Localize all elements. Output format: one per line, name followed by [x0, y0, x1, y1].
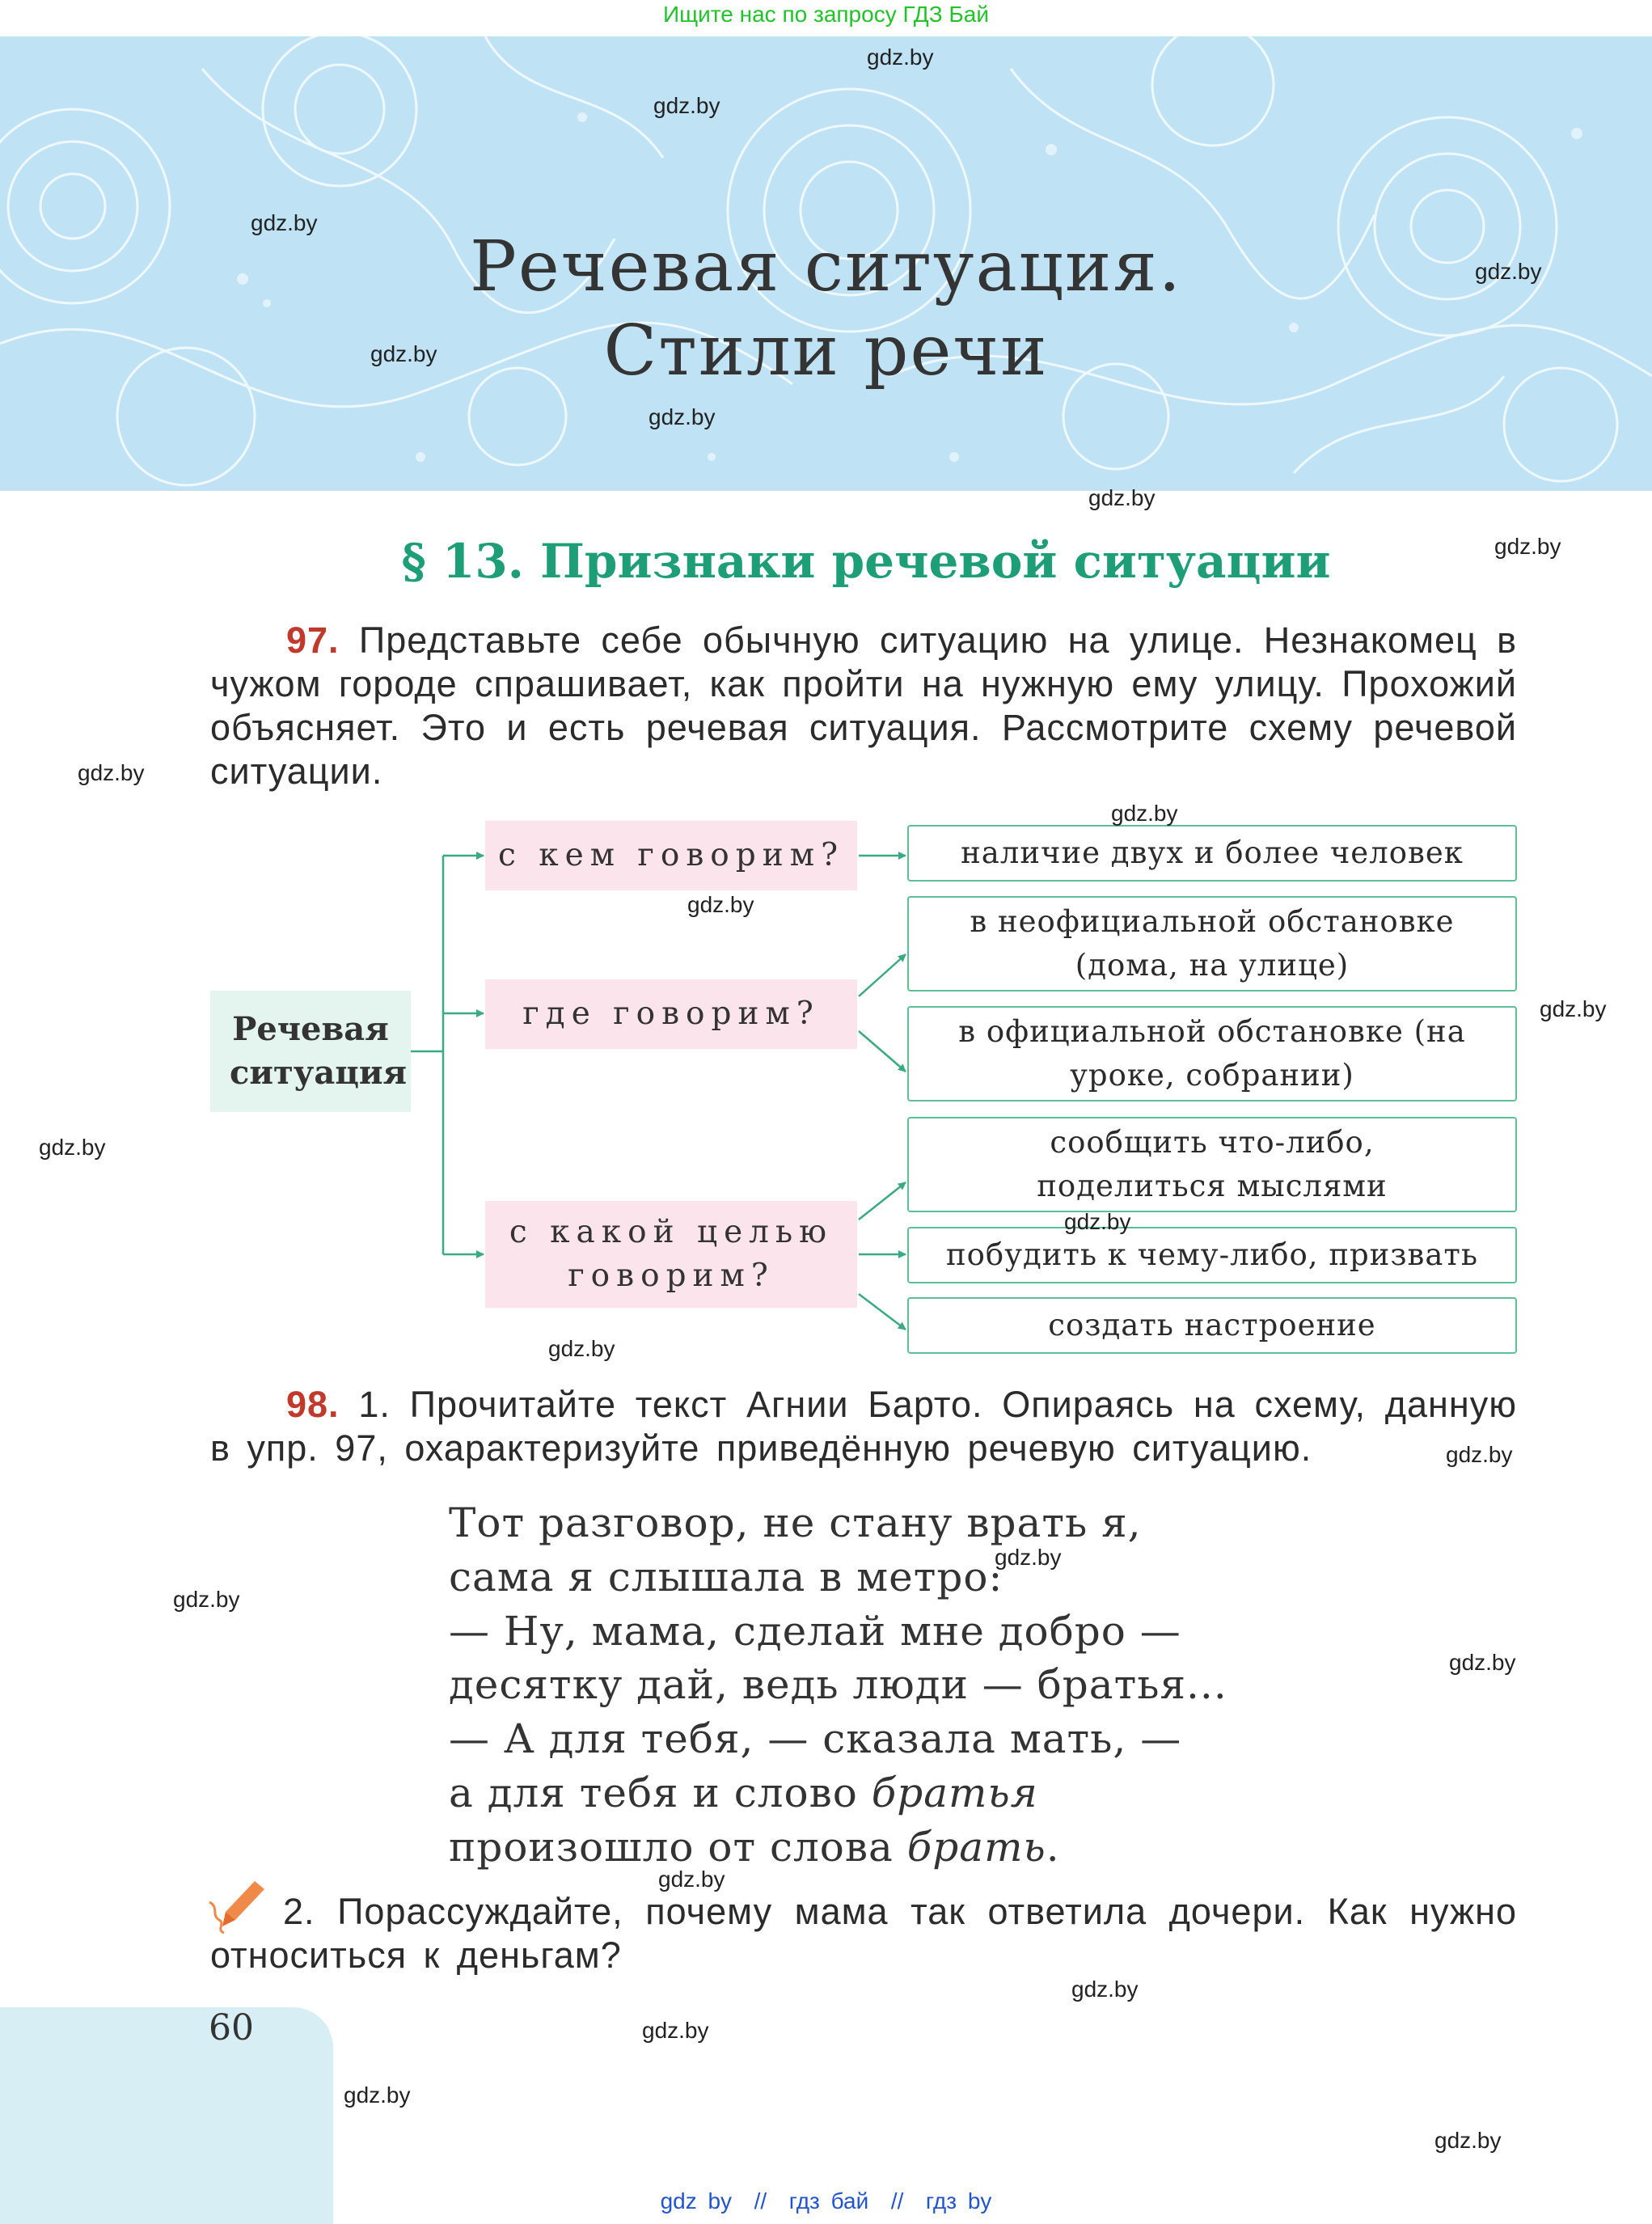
poem-line: — А для тебя, — сказала мать, —: [449, 1715, 1182, 1763]
watermark: gdz.by: [867, 44, 934, 70]
watermark: gdz.by: [1064, 1209, 1131, 1234]
watermark: gdz.by: [1434, 2128, 1502, 2153]
page-number: 60: [209, 2007, 254, 2049]
exercise-number: 98.: [286, 1384, 340, 1425]
poem-line: сама я слышала в метро:: [449, 1553, 1003, 1600]
chapter-title-line1: Речевая ситуация.: [470, 226, 1182, 307]
watermark: gdz.by: [995, 1545, 1062, 1570]
exercise-text: Представьте себе обычную ситуацию на улице. Незнакомец в чужом городе спрашивает, как пройти на нужную ему улицу. Прохожий объясняет. Это и есть речевая ситуация. Рассмотрите схему речевой ситуации.: [210, 619, 1517, 792]
watermark: gdz.by: [1475, 259, 1542, 284]
question-purpose: с какой целью говорим?: [485, 1201, 857, 1308]
watermark: gdz.by: [1088, 485, 1156, 510]
section-title: § 13. Признаки речевой ситуации: [401, 534, 1331, 589]
poem-line: десятку дай, ведь люди — братья...: [449, 1661, 1227, 1709]
answer-inform: сообщить что-либо, поделиться мыслями: [907, 1117, 1517, 1212]
watermark: gdz.by: [642, 2018, 709, 2043]
poem-line: — Ну, мама, сделай мне добро —: [449, 1607, 1181, 1655]
italic-word: братья: [871, 1769, 1038, 1816]
exercise-text: 1. Прочитайте текст Агнии Барто. Опираясь на схему, данную в упр. 97, охарактеризуйте приведённую речевую ситуацию.: [210, 1384, 1517, 1469]
watermark: gdz.by: [1446, 1442, 1513, 1467]
italic-word: брать: [906, 1823, 1046, 1871]
poem-line: произошло от слова брать.: [449, 1823, 1060, 1871]
watermark: gdz.by: [1071, 1977, 1139, 2002]
answer-motivate: побудить к чему-либо, призвать: [907, 1227, 1517, 1283]
footer-links: gdz by // гдз бай // гдз by: [660, 2188, 992, 2213]
poem: [449, 1496, 1227, 1875]
watermark: gdz.by: [548, 1336, 615, 1361]
watermark: gdz.by: [658, 1867, 725, 1892]
watermark: gdz.by: [649, 404, 716, 429]
answer-informal: в неофициальной обстановке (дома, на улице): [907, 896, 1517, 991]
watermark: gdz.by: [370, 341, 437, 366]
answer-formal: в официальной обстановке (на уроке, собрании): [907, 1006, 1517, 1101]
watermark: gdz.by: [1540, 996, 1607, 1021]
watermark: gdz.by: [251, 210, 318, 235]
top-search-note: Ищите нас по запросу ГДЗ Бай: [662, 2, 990, 27]
chapter-title-line2: Стили речи: [603, 311, 1049, 391]
watermark: gdz.by: [78, 760, 145, 785]
watermark: gdz.by: [653, 93, 720, 118]
exercise-number: 97.: [286, 619, 340, 661]
answer-participants: наличие двух и более человек: [907, 825, 1517, 882]
watermark: gdz.by: [344, 2082, 411, 2108]
answer-mood: создать настроение: [907, 1297, 1517, 1354]
watermark: gdz.by: [1449, 1650, 1516, 1675]
watermark: gdz.by: [1111, 801, 1178, 826]
exercise-98-task1: [210, 1383, 1517, 1470]
question-where: где говорим?: [485, 979, 857, 1049]
exercise-text: 2. Порассуждайте, почему мама так ответила дочери. Как нужно относиться к деньгам?: [210, 1891, 1517, 1976]
diagram-main-node: Речевая ситуация: [210, 991, 411, 1112]
question-who: с кем говорим?: [485, 821, 857, 890]
poem-line: а для тебя и слово братья: [449, 1769, 1038, 1816]
exercise-98-task2: [210, 1890, 1517, 1977]
watermark: gdz.by: [687, 892, 754, 917]
watermark: gdz.by: [1494, 534, 1561, 559]
poem-line: Тот разговор, не стану врать я,: [449, 1499, 1142, 1546]
watermark: gdz.by: [173, 1587, 240, 1612]
watermark: gdz.by: [39, 1135, 106, 1160]
